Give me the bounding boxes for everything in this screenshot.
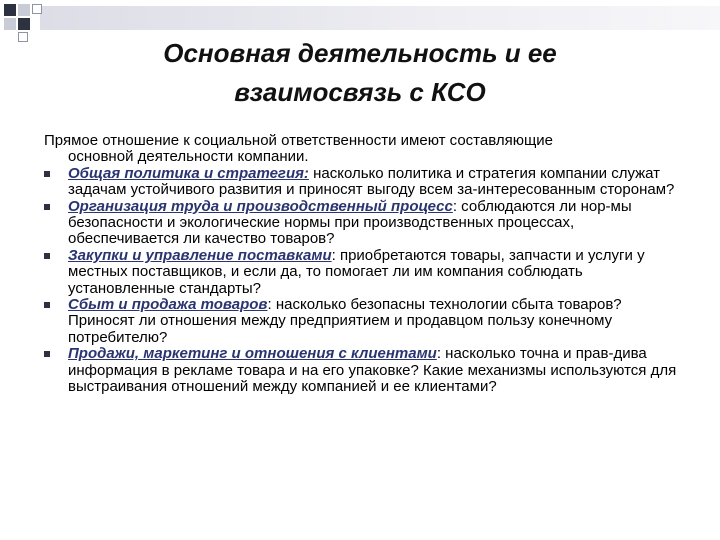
intro-paragraph (44, 133, 684, 166)
intro-line-2: основной деятельности компании. (68, 148, 309, 166)
list-item (44, 297, 684, 346)
list-item (44, 248, 684, 297)
item-text: : насколько безопасны технологии сбыта товаров? Приносят ли отношения между предприятием и продавцом пользу конечному потребителю? (68, 296, 622, 346)
square-bullet-icon (44, 253, 50, 259)
deco-square-light-2 (4, 18, 16, 30)
deco-square-dark-2 (18, 18, 30, 30)
slide-title (80, 34, 640, 112)
square-bullet-icon (44, 204, 50, 210)
list-item (44, 166, 684, 199)
item-heading: Закупки и управление поставками (68, 246, 332, 264)
deco-square-outline-2 (18, 32, 28, 42)
item-heading: Общая политика и стратегия: (68, 164, 309, 182)
title-line-2: взаимосвязь с КСО (234, 77, 486, 107)
item-heading: Сбыт и продажа товаров (68, 296, 268, 314)
top-gradient-bar (40, 6, 720, 30)
square-bullet-icon (44, 171, 50, 177)
title-line-1: Основная деятельность и ее (163, 38, 557, 68)
list-item (44, 199, 684, 248)
list-item (44, 346, 684, 395)
deco-square-outline (32, 4, 42, 14)
square-bullet-icon (44, 351, 50, 357)
item-text: : приобретаются товары, запчасти и услуги у местных поставщиков, и если да, то помогает ли им компания соблюдать установленные стандарты? (68, 246, 645, 297)
item-text: насколько политика и стратегия компании служат задачам устойчивого развития и приносят выгоду всем за-интересованным сторонам? (68, 164, 675, 199)
item-heading: Организация труда и производственный процесс (68, 197, 453, 215)
item-text: : соблюдаются ли нор-мы безопасности и экологические нормы при производственных процессах, обеспечивается ли качество товаров? (68, 197, 632, 248)
square-bullet-icon (44, 302, 50, 308)
item-text: : насколько точна и прав-дива информация в рекламе товара и на его упаковке? Какие механизмы используются для выстраивания отношений между компанией и ее клиентами? (68, 345, 677, 396)
deco-square-light (18, 4, 30, 16)
intro-line-1: Прямое отношение к социальной ответственности имеют составляющие (44, 132, 554, 149)
deco-square-dark (4, 4, 16, 16)
item-heading: Продажи, маркетинг и отношения с клиентами (68, 345, 437, 363)
slide-body (44, 133, 684, 396)
bullet-list (44, 166, 684, 396)
